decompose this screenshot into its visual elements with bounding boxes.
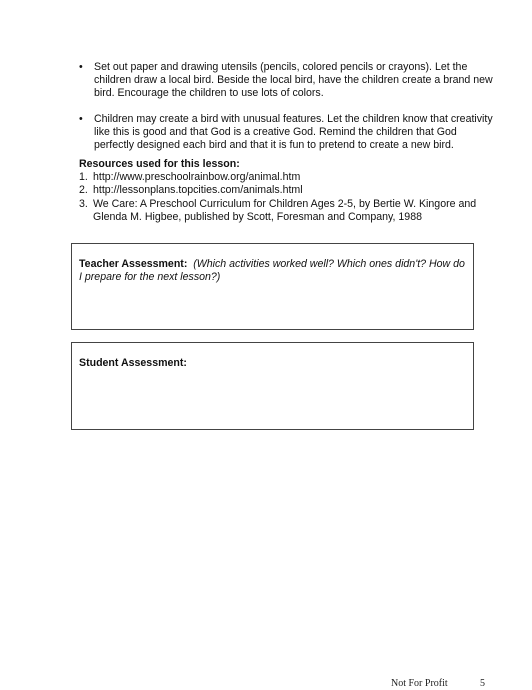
resource-text: http://www.preschoolrainbow.org/animal.htm — [93, 171, 301, 184]
bullet-item-unusual-features — [79, 113, 499, 153]
resource-text: http://lessonplans.topcities.com/animals.html — [93, 184, 303, 197]
bullet-text: Set out paper and drawing utensils (pencils, colored pencils or crayons). Let the children draw a local bird. Beside the local bird, have the children create a brand new bird. Encourage the children to use lots of colors. — [94, 61, 493, 100]
resource-number: 1. — [79, 171, 88, 184]
resource-number: 3. — [79, 197, 88, 210]
resource-item — [79, 184, 499, 197]
resource-number: 2. — [79, 184, 88, 197]
page-number: 5 — [480, 678, 485, 689]
student-assessment-box — [71, 342, 474, 430]
resources-list — [79, 171, 499, 224]
bullet-marker: • — [79, 112, 83, 125]
resources-heading: Resources used for this lesson: — [79, 158, 240, 170]
bullet-text: Children may create a bird with unusual features. Let the children know that creativity like this is good and that God is a creative God. Remind the children that God perfectly designed each bird and that it is fun to pretend to create a new bird. — [94, 112, 493, 152]
bullet-item-drawing — [79, 61, 499, 101]
teacher-assessment-label: Teacher Assessment: — [79, 258, 188, 270]
teacher-assessment-box — [71, 243, 474, 330]
resources-section — [79, 158, 499, 224]
resource-text: We Care: A Preschool Curriculum for Children Ages 2-5, by Bertie W. Kingore and Glenda M. Higbee, published by Scott, Foresman and Company, 1988 — [93, 197, 477, 223]
resource-item — [79, 171, 499, 184]
bullet-marker: • — [79, 61, 83, 73]
footer-text: Not For Profit — [391, 678, 448, 689]
student-assessment-label: Student Assessment: — [79, 357, 187, 369]
resource-item — [79, 198, 499, 224]
teacher-assessment-prompt: (Which activities worked well? Which ones didn't? How do I prepare for the next lesson?) — [79, 258, 465, 284]
activity-bullet-list — [79, 61, 499, 164]
